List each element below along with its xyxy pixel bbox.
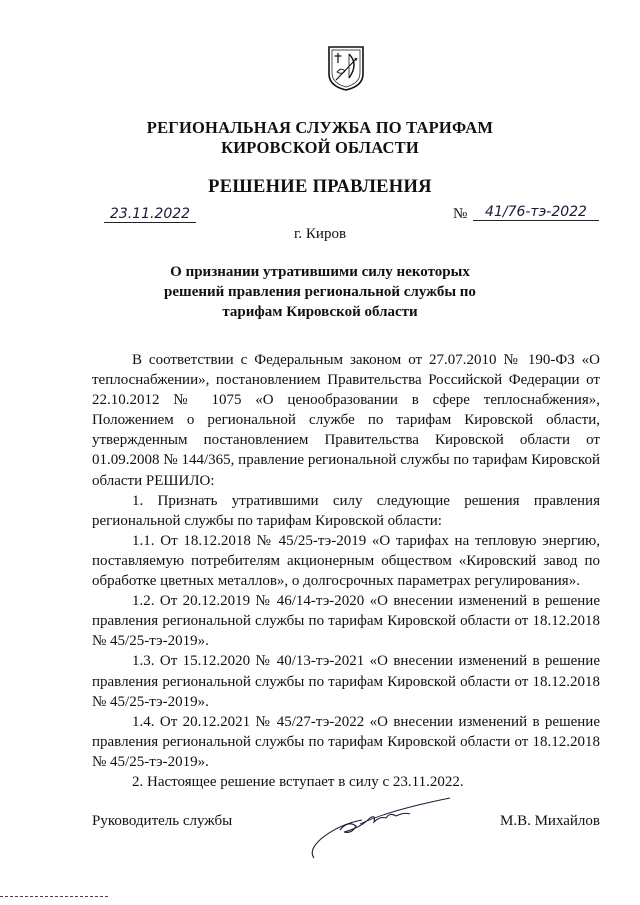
subject-line1: О признании утратившими силу некоторых (170, 264, 470, 280)
organization-name-line2: КИРОВСКОЙ ОБЛАСТИ (221, 138, 419, 157)
item-1-4: 1.4. От 20.12.2021 № 45/27-тэ-2022 «О внесении изменений в решение правления региональной службы по тарифам Кировской области от 18.12.2018 № 45/25-тэ-2019». (92, 713, 600, 770)
document-body (92, 350, 600, 792)
item-1-2: 1.2. От 20.12.2019 № 46/14-тэ-2020 «О внесении изменений в решение правления региональной службы по тарифам Кировской области от 18.12.2018 № 45/25-тэ-2019». (92, 593, 600, 650)
preamble-paragraph: В соответствии с Федеральным законом от 27.07.2010 № 190-ФЗ «О теплоснабжении», постановлением Правительства Российской Федерации от 22.10.2012 № 1075 «О ценообразовании в сфере теплоснабжения», Положением о региональной службе по тарифам Кировской области, утвержденным постановлением Правительства Кировской области от 01.09.2008 № 144/365, правление региональной службы по тарифам Кировской области РЕШИЛО: (92, 352, 600, 489)
document-number-value: 41/76-тэ-2022 (473, 204, 599, 221)
item-1-1: 1.1. От 18.12.2018 № 45/25-тэ-2019 «О тарифах на тепловую энергию, поставляемую потребителям акционерным обществом «Кировский завод по обработке цветных металлов», о долгосрочных параметрах регулирования». (92, 532, 600, 590)
document-date: 23.11.2022 (104, 206, 196, 223)
subject-line2: решений правления региональной службы по (164, 284, 476, 300)
signatory-name: М.В. Михайлов (499, 813, 600, 829)
document-subject (0, 262, 640, 322)
document-type-title: РЕШЕНИЕ ПРАВЛЕНИЯ (208, 177, 432, 197)
organization-name-line1: РЕГИОНАЛЬНАЯ СЛУЖБА ПО ТАРИФАМ (146, 118, 494, 137)
kirov-coat-of-arms-icon (326, 44, 366, 92)
signatory-role: Руководитель службы (92, 813, 233, 829)
city: г. Киров (293, 226, 347, 242)
item-2: 2. Настоящее решение вступает в силу с 23.11.2022. (132, 773, 464, 790)
item-1: 1. Признать утратившими силу следующие решения правления региональной службы по тарифам Кировской области: (92, 492, 600, 529)
footer-divider (0, 896, 108, 897)
handwritten-signature-icon (300, 790, 460, 865)
subject-line3: тарифам Кировской области (222, 304, 418, 320)
number-sign: № (453, 206, 468, 222)
item-1-3: 1.3. От 15.12.2020 № 40/13-тэ-2021 «О внесении изменений в решение правления региональной службы по тарифам Кировской области от 18.12.2018 № 45/25-тэ-2019». (92, 653, 600, 710)
